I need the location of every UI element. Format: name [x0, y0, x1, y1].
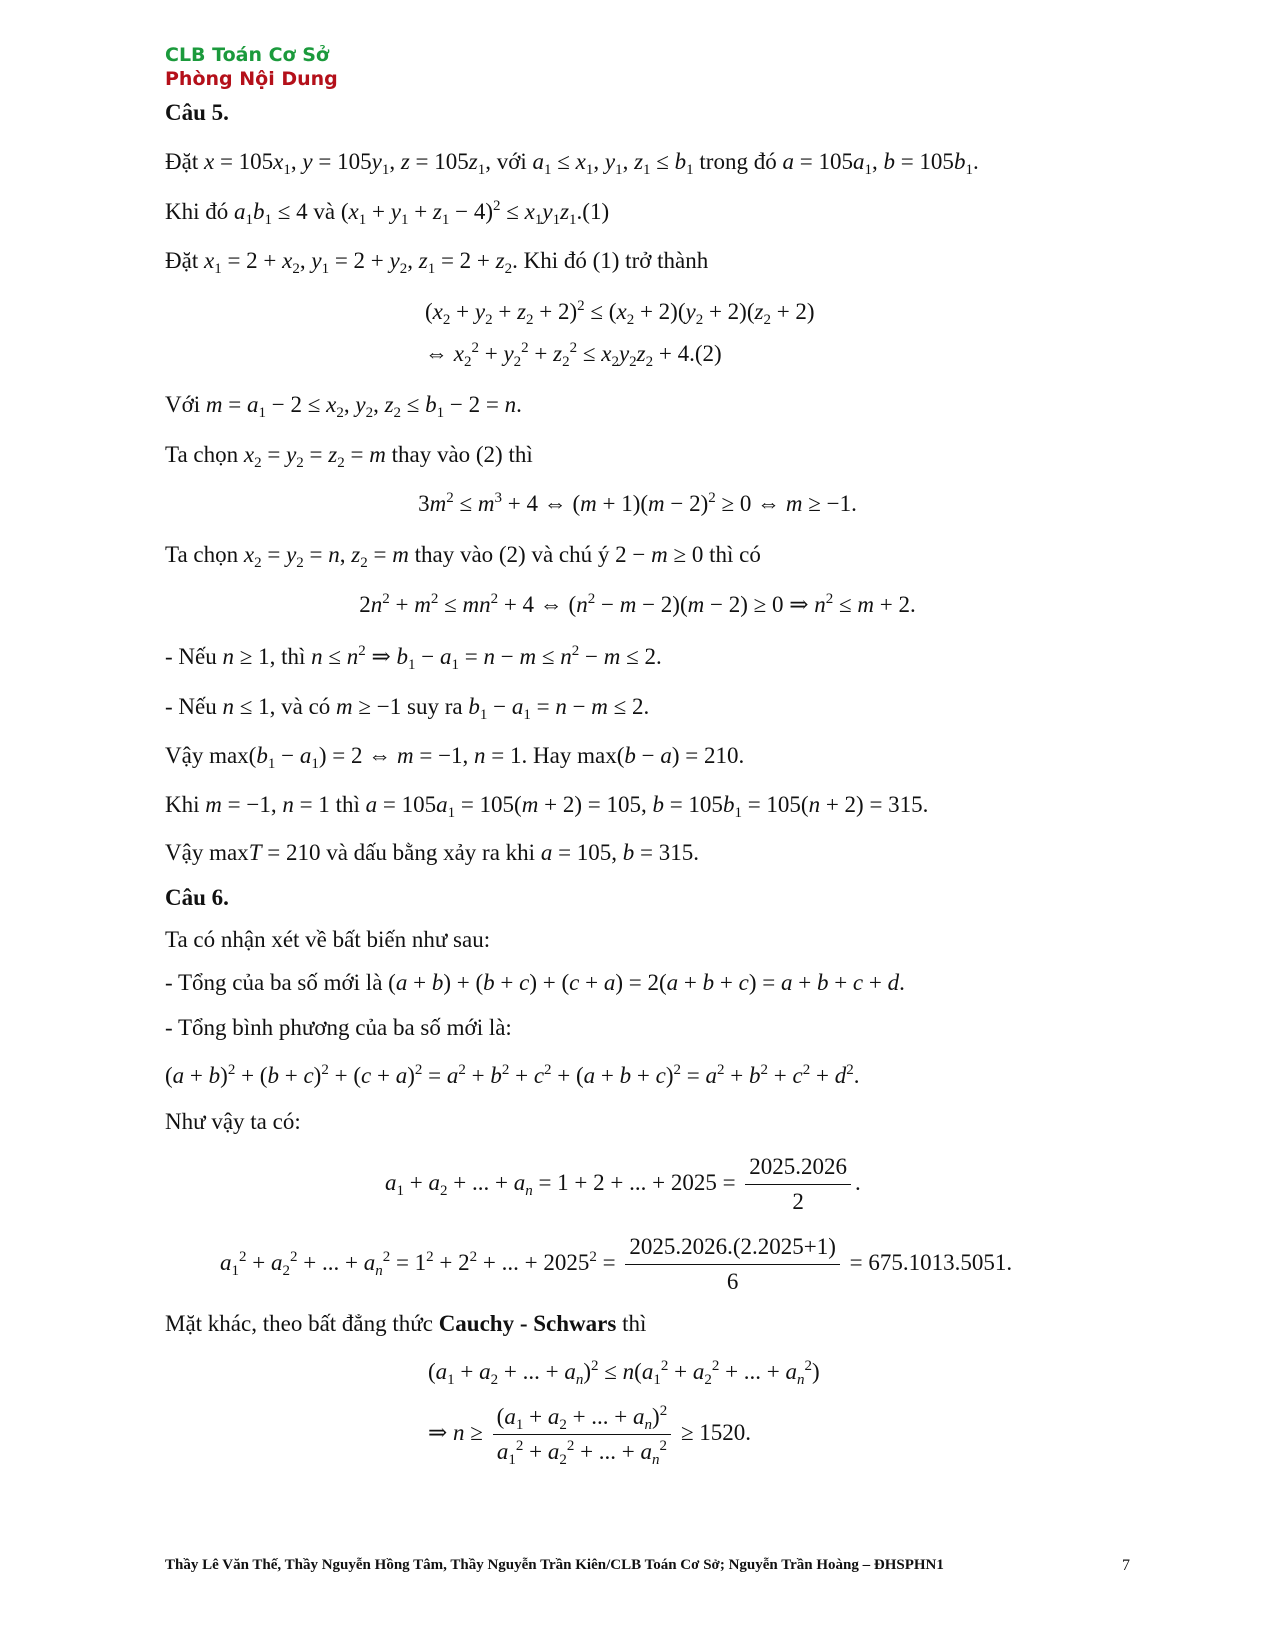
fraction-bound: $\frac{(a_1 + a_2 + ... + a_n)^2}{a_1^2 + a_2^2 + ... + a_n^2}$ [493, 1400, 672, 1469]
c5-line-13: Vậy $\max(b_1 - a_1) = 2$ ⇔ m = −1, n = 1. Hay max(b − a) = 210. [165, 743, 745, 772]
c5-line-1: Đặt $x = 105x_1$, $y = 105y_1$, $z = 105z_1$, với $a_1 \le x_1$, $y_1$, $z_1 \le b_1$ trong đó $a = 105a_1$, $b = 105b_1$. [165, 149, 979, 178]
c6-line-4: $(a + b)^2 + (b + c)^2 + (c + a)^2 = a^2 + b^2 + c^2 + (a + b + c)^2 = a^2 + b^2 + c^2 + d^2$. [165, 1062, 860, 1088]
c6-line-2: - Tổng của ba số mới là (a + b) + (b + c) + (c + a) = 2(a + b + c) = a + b + c + d. [165, 970, 905, 995]
c5-line-6: Với $m = a_1 - 2 \le x_2$, $y_2$, $z_2 \le b_1 - 2 = n$. [165, 392, 522, 421]
c5-eq-2: ⇔ $x_2^2 + y_2^2 + z_2^2 \le x_2y_2z_2 + 4.(2)$ [425, 340, 722, 370]
c5-line-11: - Nếu n ≥ 1, thì $n \le n^2$ ⇒ $b_1 - a_1 = n - m \le n^2 - m \le 2$. [165, 643, 662, 673]
c5-line-14: Khi m = −1, n = 1 thì $a = 105a_1 = 105(m + 2) = 105$, $b = 105b_1 = 105(n + 2) = 315$. [165, 792, 929, 821]
c6-line-1: Ta có nhận xét về bất biến như sau: [165, 927, 491, 952]
c6-eq-bound: ⇒ n ≥ $\frac{(a_1 + a_2 + ... + a_n)^2}{a_1^2 + a_2^2 + ... + a_n^2}$ ≥ 1520. [428, 1400, 751, 1469]
question-6-title: Câu 6. [165, 885, 229, 910]
c6-eq-cauchy: ($a_1 + a_2$ + ... + $a_n)^2 \le n(a_1^2 + a_2^2$ + ... + $a_n^2$) [428, 1358, 820, 1388]
c5-line-7: Ta chọn $x_2 = y_2 = z_2 = m$ thay vào (2) thì [165, 442, 533, 471]
c5-line-3: Đặt $x_1 = 2 + x_2$, $y_1 = 2 + y_2$, $z_1 = 2 + z_2$. Khi đó (1) trở thành [165, 248, 709, 277]
c5-eq-1: $(x_2 + y_2 + z_2 + 2)^2 \le (x_2 + 2)(y_2 + 2)(z_2 + 2)$ [425, 298, 815, 328]
c6-line-8: Mặt khác, theo bất đẳng thức Cauchy - Schwars thì [165, 1311, 647, 1336]
fraction-sum: $\frac{2025.2026}{2}$ [745, 1150, 851, 1219]
c5-line-9: Ta chọn $x_2 = y_2 = n$, $z_2 = m$ thay vào (2) và chú ý 2 − m ≥ 0 thì có [165, 542, 761, 571]
footer-authors: Thầy Lê Văn Thế, Thầy Nguyễn Hồng Tâm, Thầy Nguyễn Trần Kiên/CLB Toán Cơ Sở; Nguyễn Trần Hoàng – ĐHSPHN1 [165, 1557, 944, 1573]
department-name: Phòng Nội Dung [165, 68, 338, 90]
c5-line-12: - Nếu n ≤ 1, và có m ≥ −1 suy ra $b_1 - a_1 = n - m \le 2$. [165, 694, 650, 723]
question-5-title: Câu 5. [165, 100, 229, 125]
club-name: CLB Toán Cơ Sở [165, 44, 329, 66]
fraction-sumsq: $\frac{2025.2026.(2.2025+1)}{6}$ [625, 1230, 840, 1299]
c5-eq-4: $2n^2 + m^2 \le mn^2 + 4$ ⇔ $(n^2 - m - 2)(m - 2) \ge 0$ ⇒ $n^2 \le m + 2$. [359, 591, 916, 617]
c5-eq-3: $3m^2 \le m^3 + 4$ ⇔ $(m + 1)(m - 2)^2 \ge 0$ ⇔ m ≥ −1. [418, 490, 857, 516]
c6-eq-sumsq: $a_1^2 + a_2^2$ + ... + $a_n^2 = 1^2 + 2^2$ + ... + $2025^2$ = $\frac{2025.2026.(2.2025+1)}{6}$ = 675.1013.5051. [220, 1230, 1012, 1299]
page-number: 7 [1122, 1557, 1130, 1574]
c6-eq-sum: $a_1 + a_2$ + ... + $a_n = 1 + 2$ + ... + 2025 = $\frac{2025.2026}{2}$ . [385, 1150, 861, 1219]
c6-line-3: - Tổng bình phương của ba số mới là: [165, 1015, 512, 1040]
c6-line-5: Như vậy ta có: [165, 1109, 301, 1134]
c5-line-2: Khi đó $a_1b_1 \le 4$ và $(x_1 + y_1 + z_1 - 4)^2 \le x_1y_1z_1.(1)$ [165, 198, 610, 228]
c5-line-15: Vậy maxT = 210 và dấu bằng xảy ra khi a = 105, b = 315. [165, 840, 700, 865]
